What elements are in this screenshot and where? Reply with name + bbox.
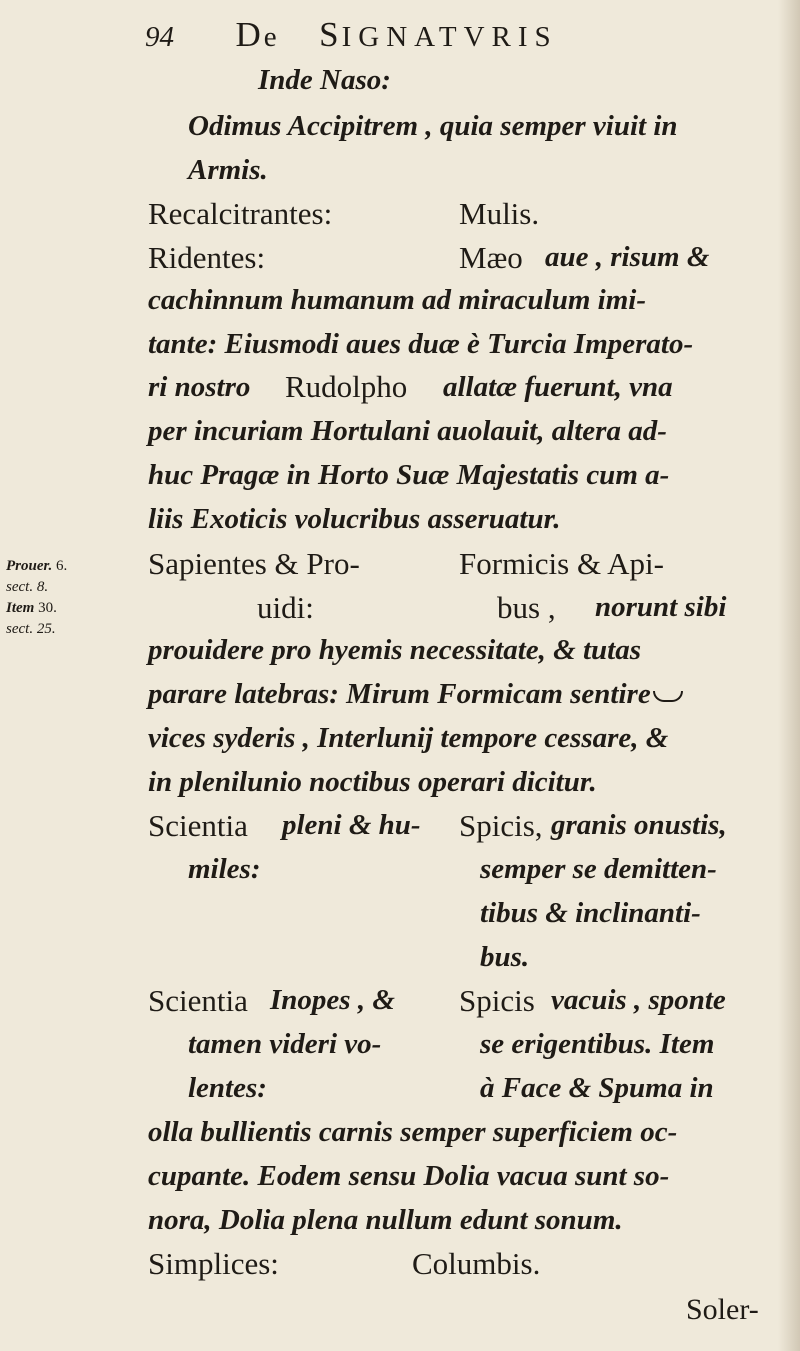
running-header bbox=[145, 17, 558, 52]
text-line: Inopes , & bbox=[270, 984, 395, 1016]
margin-note-text: Item bbox=[6, 600, 35, 616]
text-line: à Face & Spuma in bbox=[480, 1072, 714, 1104]
text-line: Sapientes & Pro- bbox=[148, 546, 360, 581]
text-line: tamen videri vo- bbox=[188, 1028, 382, 1060]
text-line: Odimus Accipitrem , quia semper viuit in bbox=[188, 110, 678, 142]
text-line: allatæ fuerunt, vna bbox=[443, 371, 673, 403]
text-line: pleni & hu- bbox=[282, 809, 421, 841]
text-line: tibus & inclinanti- bbox=[480, 897, 701, 929]
margin-note: sect. 25. bbox=[6, 621, 56, 637]
text-line: Simplices: bbox=[148, 1246, 279, 1281]
margin-note: sect. 8. bbox=[6, 579, 49, 595]
margin-note-number: 6. bbox=[56, 558, 68, 574]
text-line: se erigentibus. Item bbox=[480, 1028, 715, 1060]
text-line: Spicis bbox=[459, 983, 535, 1018]
text-line: prouidere pro hyemis necessitate, & tutas bbox=[148, 634, 641, 666]
text-line: bus. bbox=[480, 941, 530, 973]
text-line: Spicis, bbox=[459, 808, 543, 843]
text-line bbox=[148, 680, 683, 709]
header-title-rest-1: e bbox=[263, 21, 284, 53]
text-line: cupante. Eodem sensu Dolia vacua sunt so- bbox=[148, 1160, 670, 1192]
text-line: uidi: bbox=[257, 590, 314, 625]
text-line: olla bullientis carnis semper superficiem oc- bbox=[148, 1116, 678, 1148]
text-line: Columbis. bbox=[412, 1246, 541, 1281]
text-line: Armis. bbox=[188, 154, 268, 186]
text-line: Mulis. bbox=[459, 196, 540, 231]
text-line: Scientia bbox=[148, 983, 248, 1018]
text-line: per incuriam Hortulani auolauit, altera ad- bbox=[148, 415, 667, 447]
ligature-tie-mark bbox=[653, 691, 683, 702]
text-line: bus , bbox=[497, 590, 556, 625]
text-line: semper se demitten- bbox=[480, 853, 717, 885]
header-title-rest-2: IGNATVRIS bbox=[341, 21, 558, 53]
margin-note-text: Prouer. bbox=[6, 558, 53, 574]
text-line: Inde Naso: bbox=[258, 64, 391, 96]
catchword: Soler- bbox=[686, 1293, 759, 1326]
text-line: norunt sibi bbox=[595, 591, 727, 623]
margin-note-number: 30. bbox=[38, 600, 57, 616]
text-line: aue , risum & bbox=[545, 241, 710, 273]
text-line: cachinnum humanum ad miraculum imi- bbox=[148, 284, 646, 316]
page-number: 94 bbox=[145, 21, 174, 53]
text-line: Recalcitrantes: bbox=[148, 196, 333, 231]
text-line: lentes: bbox=[188, 1072, 267, 1104]
text-line: nora, Dolia plena nullum edunt sonum. bbox=[148, 1204, 623, 1236]
text-line: Ridentes: bbox=[148, 240, 266, 275]
text-line: vices syderis , Interlunij tempore cessare, & bbox=[148, 722, 669, 754]
text-line: tante: Eiusmodi aues duæ è Turcia Imperato- bbox=[148, 328, 694, 360]
header-title-initial-2: S bbox=[319, 15, 342, 54]
margin-note bbox=[6, 559, 67, 574]
text-line: miles: bbox=[188, 853, 261, 885]
text-line: liis Exoticis volucribus asseruatur. bbox=[148, 503, 561, 535]
text-line: ri nostro bbox=[148, 371, 251, 403]
text-line: vacuis , sponte bbox=[551, 984, 726, 1016]
text-line: Rudolpho bbox=[285, 369, 408, 404]
header-title-initial-1: D bbox=[235, 15, 264, 54]
text-line-fragment: parare latebras: Mirum Formicam sentire bbox=[148, 678, 651, 710]
text-line: huc Pragæ in Horto Suæ Majestatis cum a- bbox=[148, 459, 670, 491]
text-line: Scientia bbox=[148, 808, 248, 843]
margin-note bbox=[6, 601, 57, 616]
text-line: Formicis & Api- bbox=[459, 546, 664, 581]
text-line: granis onustis, bbox=[551, 809, 727, 841]
text-line: Mæo bbox=[459, 240, 523, 275]
text-line: in plenilunio noctibus operari dicitur. bbox=[148, 766, 597, 798]
page-edge-shadow bbox=[778, 0, 800, 1351]
